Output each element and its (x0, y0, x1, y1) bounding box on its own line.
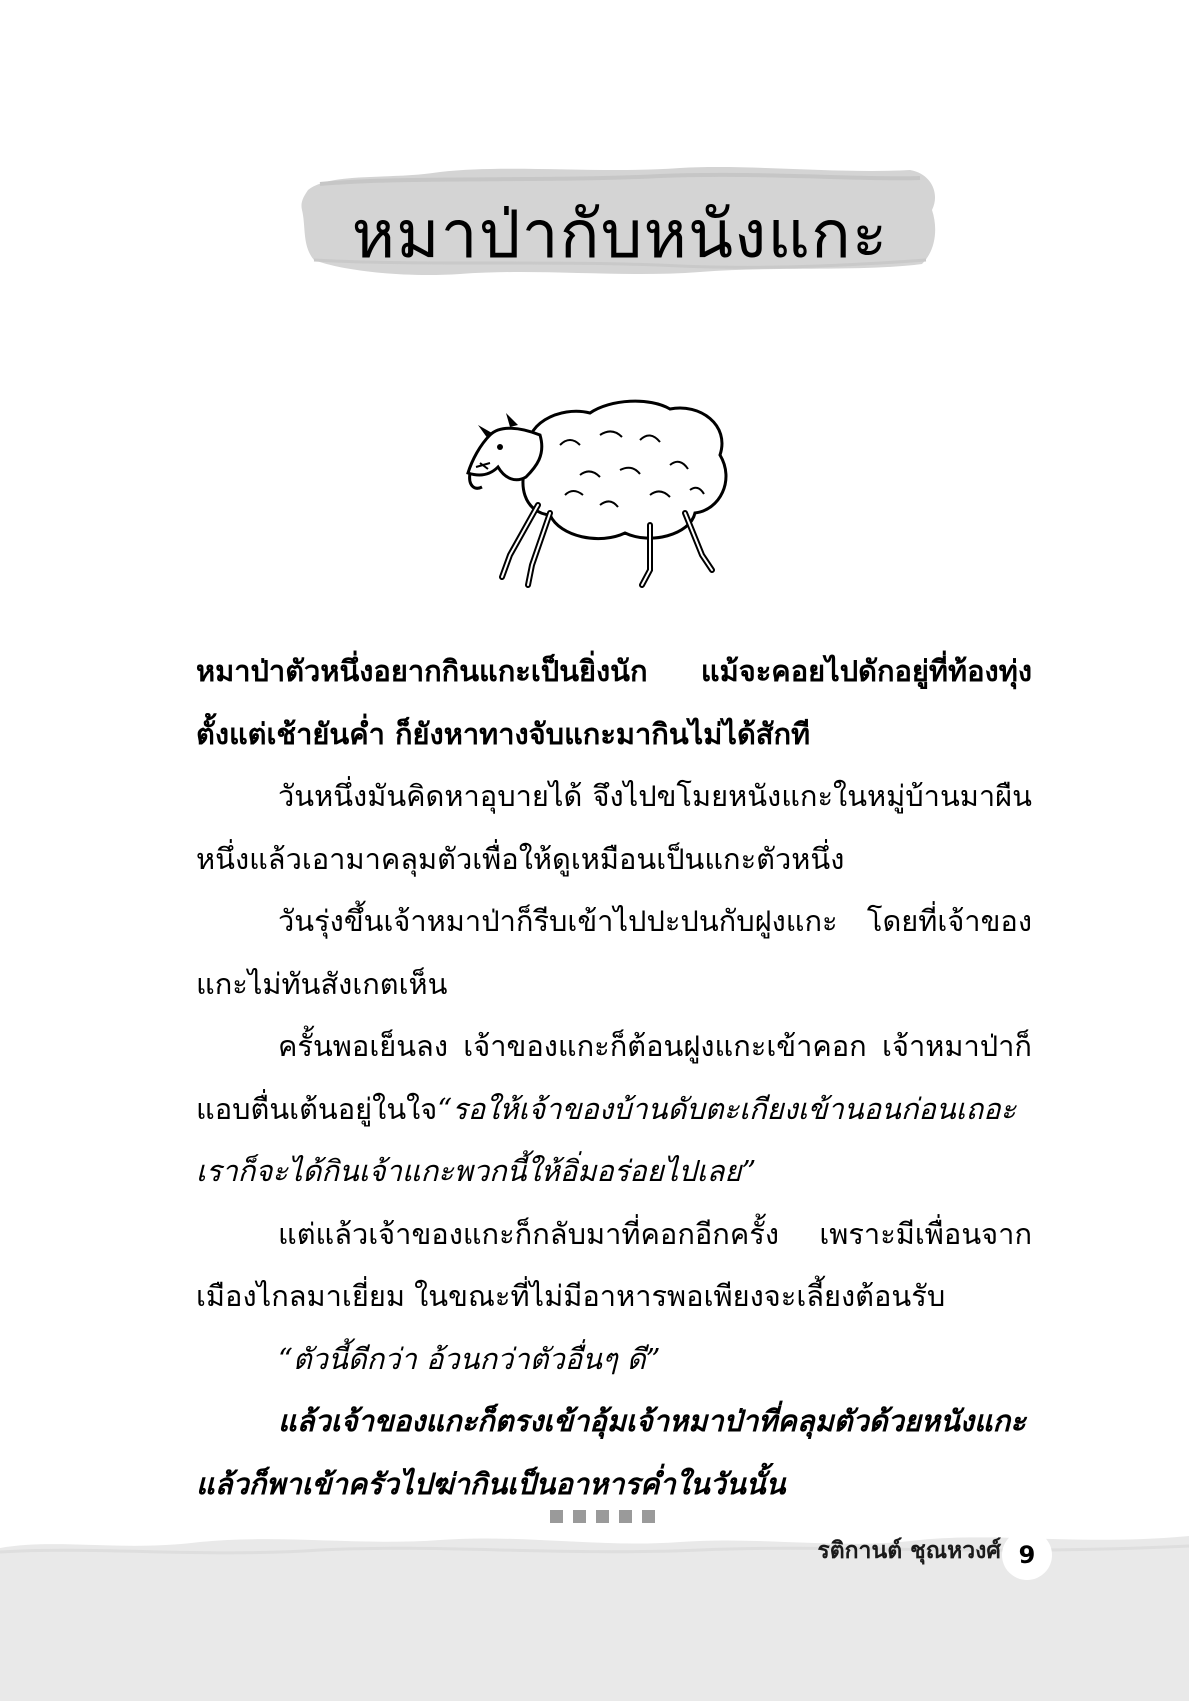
divider-dot (596, 1510, 609, 1523)
wolf-thought-quote: “รอให้เจ้าของบ้านดับตะเกียงเข้านอนก่อนเถอะ เราก็จะได้กินเจ้าแกะพวกนี้ให้อิ่มอร่อยไปเลย” (196, 1091, 1017, 1188)
section-divider (550, 1510, 655, 1523)
wolf-in-sheep-clothing-illustration (450, 395, 740, 595)
story-paragraph-3 (196, 1015, 1032, 1203)
page-number: 9 (1002, 1530, 1052, 1580)
story-paragraph-1: วันหนึ่งมันคิดหาอุบายได้ จึงไปขโมยหนังแกะในหมู่บ้านมาผืนหนึ่งแล้วเอามาคลุมตัวเพื่อให้ดูเหมือนเป็นแกะตัวหนึ่ง (196, 779, 1032, 876)
title-banner (300, 160, 940, 280)
owner-quote: “ตัวนี้ดีกว่า อ้วนกว่าตัวอื่นๆ ดี” (278, 1341, 661, 1376)
divider-dot (550, 1510, 563, 1523)
divider-dot (642, 1510, 655, 1523)
story-paragraph-2: วันรุ่งขึ้นเจ้าหมาป่าก็รีบเข้าไปปะปนกับฝูงแกะ โดยที่เจ้าของแกะไม่ทันสังเกตเห็น (196, 904, 1032, 1001)
story-paragraph-4: แต่แล้วเจ้าของแกะก็กลับมาที่คอกอีกครั้ง เพราะมีเพื่อนจากเมืองไกลมาเยี่ยม ในขณะที่ไม่มีอาหารพอเพียงจะเลี้ยงต้อนรับ (196, 1216, 1032, 1313)
page-title: หมาป่ากับหนังแกะ (351, 196, 889, 273)
divider-dot (573, 1510, 586, 1523)
story-intro: หมาป่าตัวหนึ่งอยากกินแกะเป็นยิ่งนัก แม้จะคอยไปดักอยู่ที่ท้องทุ่งตั้งแต่เช้ายันค่ำ ก็ยังหาทางจับแกะมากินไม่ได้สักที (196, 654, 1032, 751)
story-closing: แล้วเจ้าของแกะก็ตรงเข้าอุ้มเจ้าหมาป่าที่คลุมตัวด้วยหนังแกะแล้วก็พาเข้าครัวไปฆ่ากินเป็นอาหารค่ำในวันนั้น (196, 1404, 1026, 1501)
divider-dot (619, 1510, 632, 1523)
story-paragraph-3-text: ครั้นพอเย็นลง เจ้าของแกะก็ต้อนฝูงแกะเข้าคอก เจ้าหมาป่าก็แอบตื่นเต้นอยู่ในใจ (196, 1029, 1032, 1126)
author-name: รติกานต์ ชุณหวงศ์ (817, 1538, 1001, 1564)
story-body (196, 640, 1032, 1515)
